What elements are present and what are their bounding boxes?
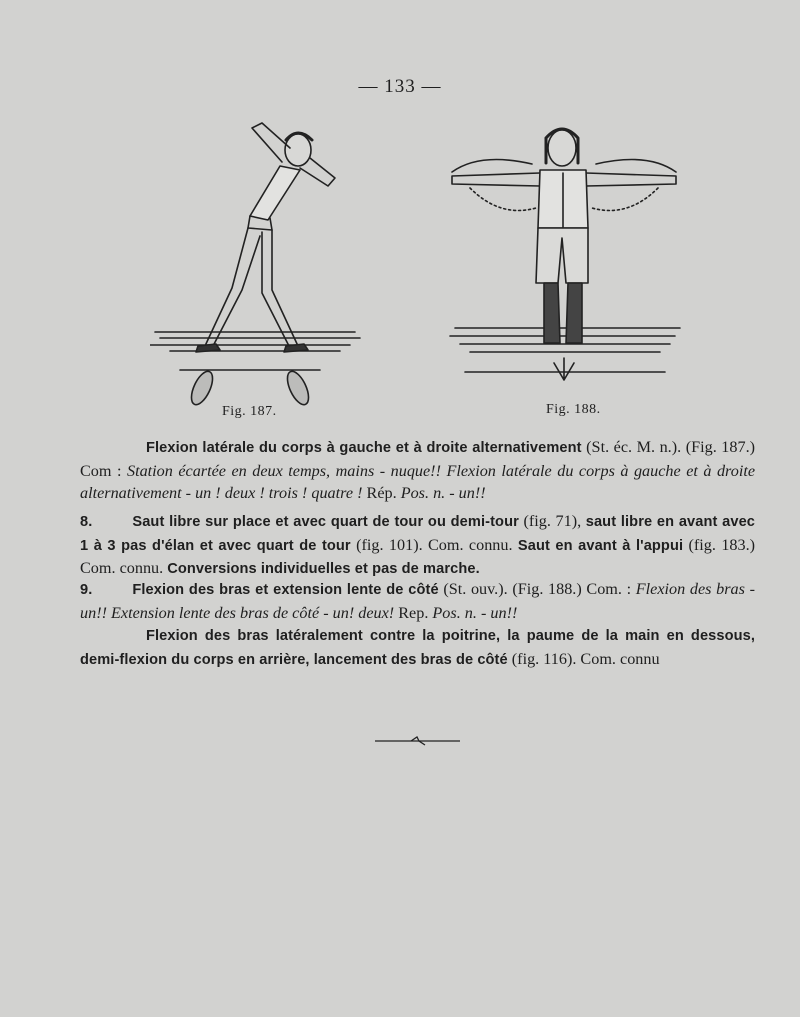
item-number: 9. bbox=[80, 582, 93, 598]
figure-187-caption: Fig. 187. bbox=[222, 404, 277, 419]
exercise-part: saut libre en avant avec 1 à 3 pas d'élan et avec quart de tour bbox=[80, 514, 756, 554]
reference: (fig. 71), bbox=[523, 512, 582, 530]
reference: (fig. 183.) Com. connu. bbox=[80, 535, 756, 577]
paragraph-lateral-flexion bbox=[80, 436, 755, 505]
reference: (fig. 116). Com. connu bbox=[511, 649, 660, 668]
reference: (St. ouv.). (Fig. 188.) Com. : bbox=[443, 580, 632, 598]
paragraph-9-arm-flexion bbox=[80, 578, 755, 624]
exercise-title: Flexion des bras et extension lente de côté bbox=[132, 582, 439, 598]
response-label: Rép. bbox=[366, 484, 397, 502]
page-number: — 133 — bbox=[358, 76, 442, 97]
closing-ornament bbox=[375, 735, 460, 747]
command-text: Flexion des bras - un!! Extension lente des bras de côté - un! deux! bbox=[80, 580, 755, 622]
response-text: Pos. n. - un!! bbox=[432, 603, 518, 622]
response-label: Rep. bbox=[398, 603, 429, 622]
figure-188-illustration bbox=[440, 118, 690, 403]
exercise-title: Flexion des bras latéralement contre la poitrine, la paume de la main en dessous, demi-flexion du corps en arrière, lancement des bras de côté bbox=[80, 628, 755, 668]
reference: (fig. 101). Com. connu. bbox=[356, 535, 513, 554]
command-text: Station écartée en deux temps, mains - nuque!! Flexion latérale du corps à gauche et à droite alternativement - un ! deux ! trois ! quatre ! bbox=[80, 461, 756, 502]
figure-188-caption: Fig. 188. bbox=[546, 402, 601, 417]
figure-187-illustration bbox=[150, 118, 370, 408]
item-number: 8. bbox=[80, 514, 93, 530]
reference: (St. éc. M. n.). (Fig. 187.) bbox=[586, 438, 756, 456]
paragraph-8-jumps bbox=[80, 510, 755, 581]
response-text: Pos. n. - un!! bbox=[400, 484, 486, 502]
exercise-part: Conversions individuelles et pas de marche. bbox=[167, 561, 480, 577]
paragraph-arm-launch bbox=[80, 624, 755, 671]
command-label: Com : bbox=[80, 461, 122, 480]
exercise-title: Flexion latérale du corps à gauche et à droite alternativement bbox=[146, 440, 582, 456]
exercise-part: Saut en avant à l'appui bbox=[517, 537, 684, 554]
exercise-part: Saut libre sur place et avec quart de tour ou demi-tour bbox=[132, 514, 519, 530]
